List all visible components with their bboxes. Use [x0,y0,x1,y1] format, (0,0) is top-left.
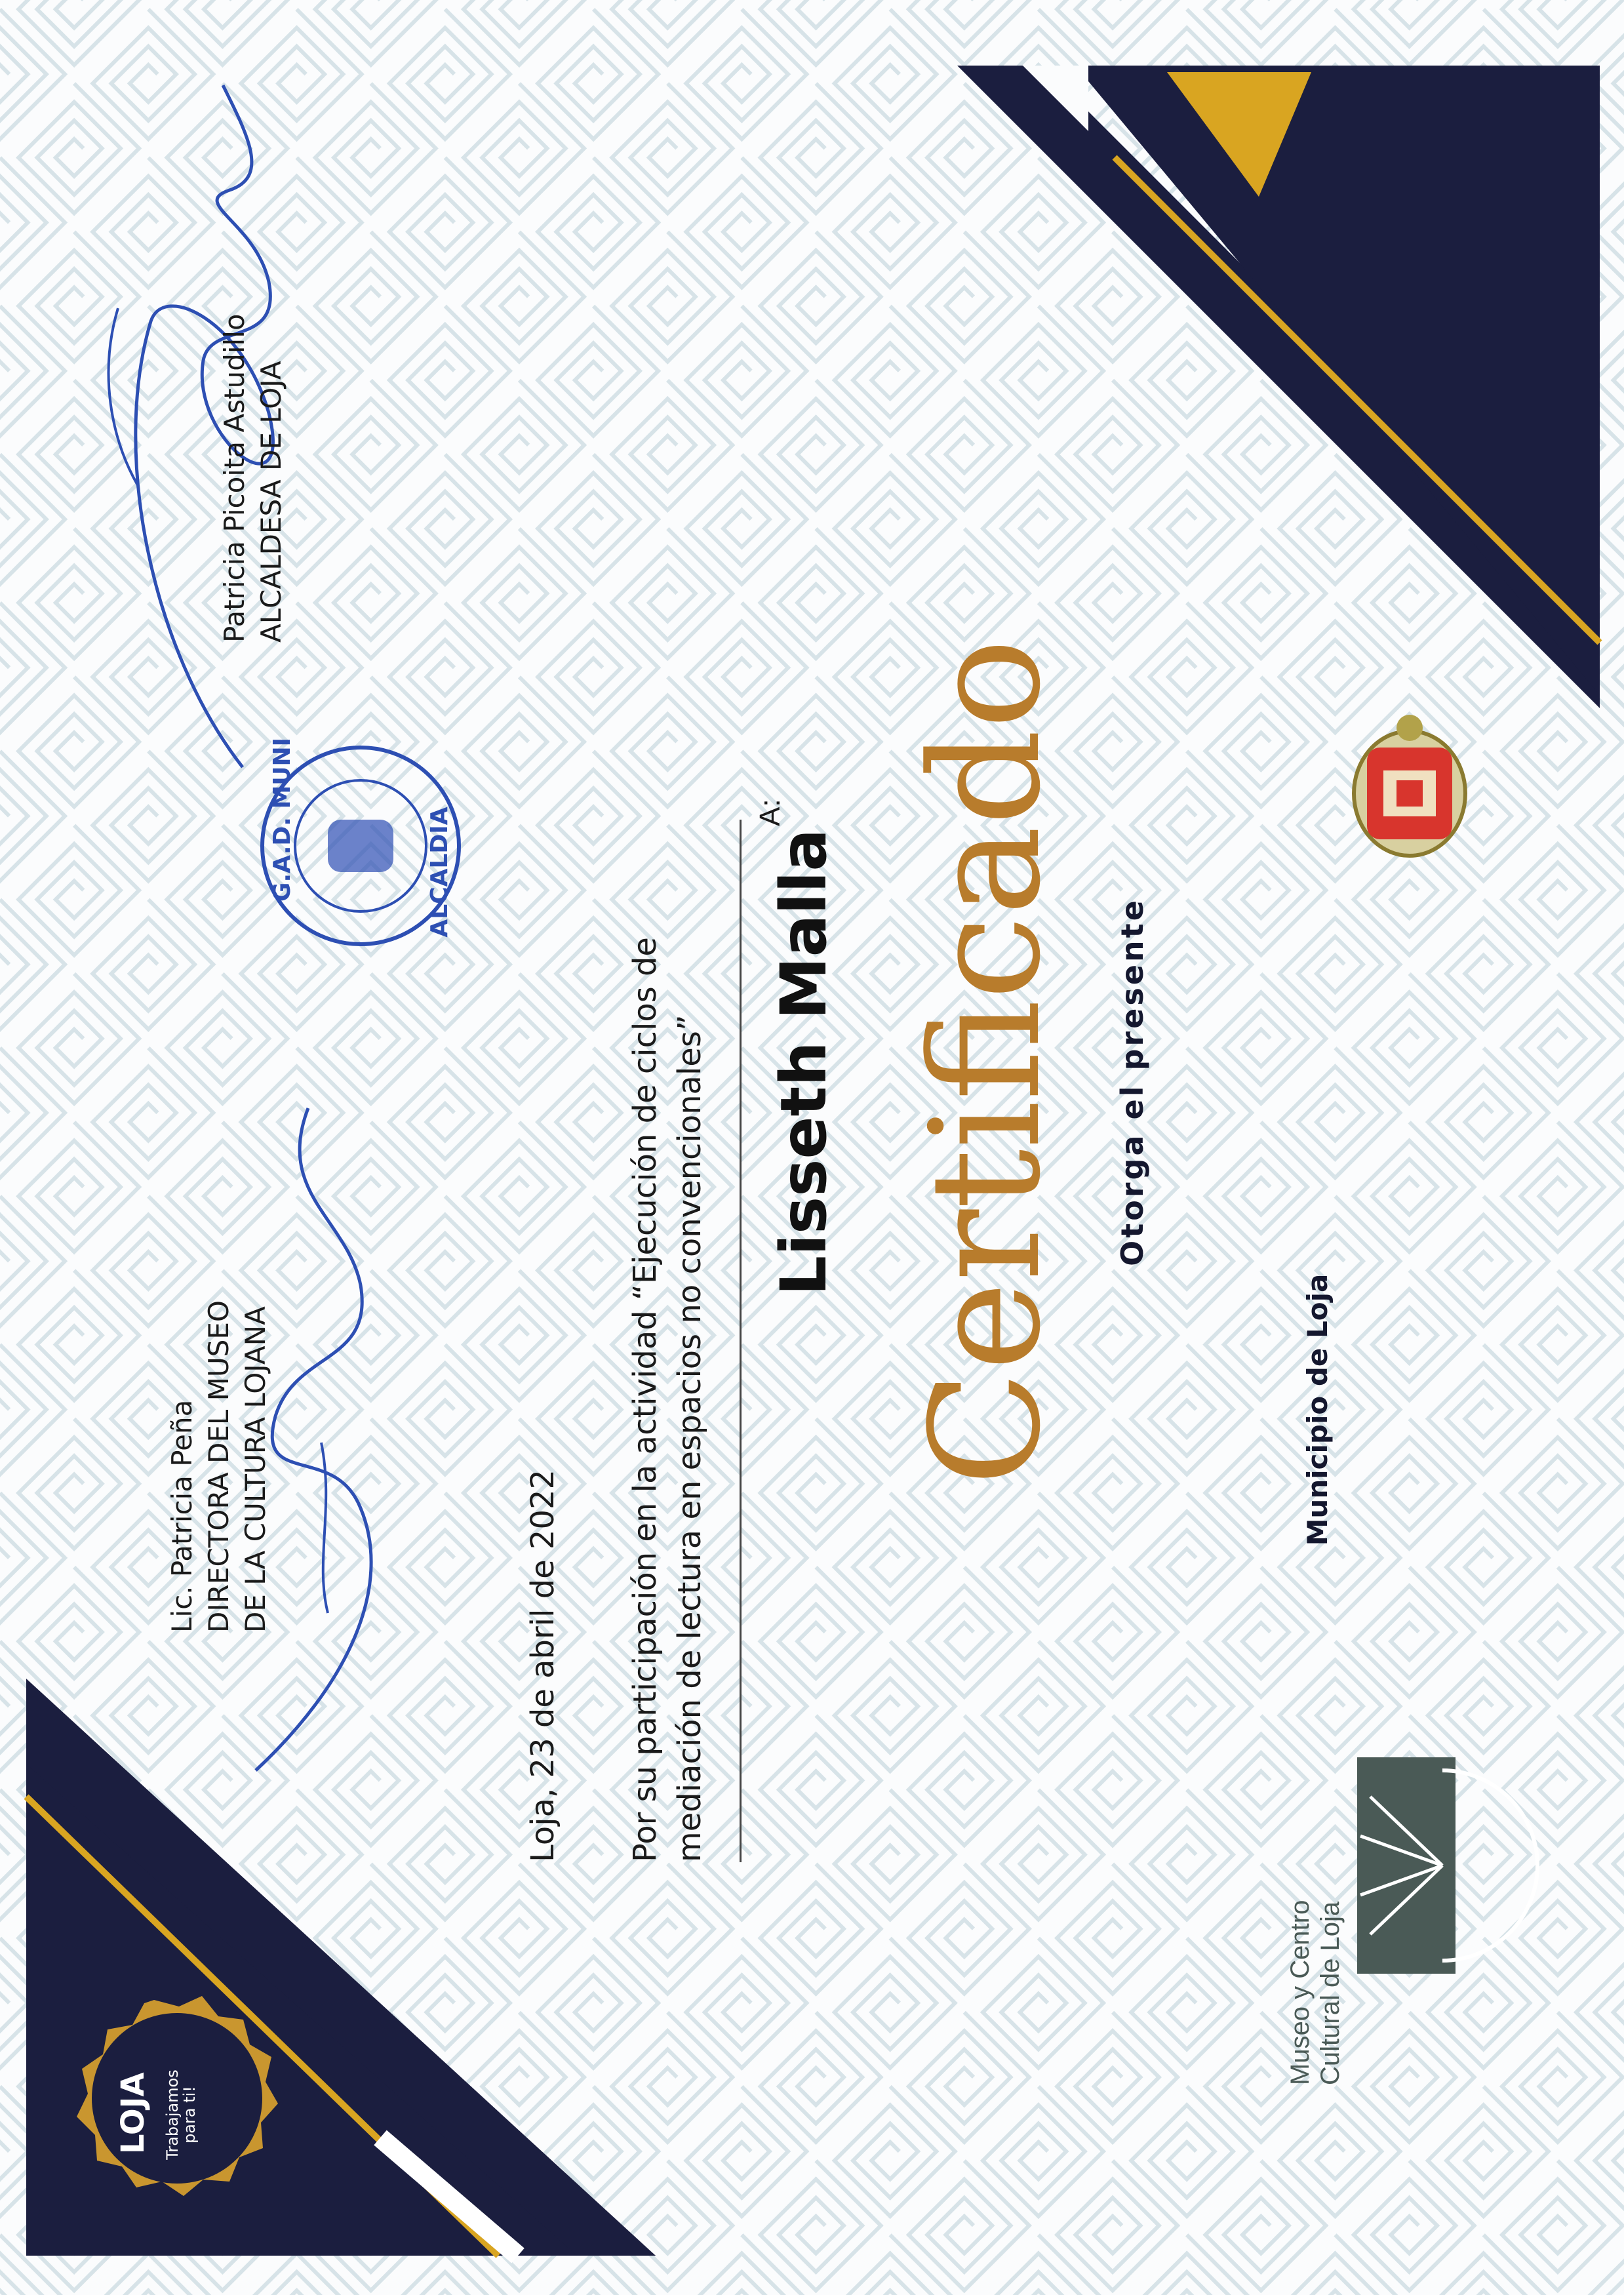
city-badge-wordmark: LOJA [115,2072,151,2154]
activity-description: Por su participación en la actividad “Ejecución de ciclos de mediación de lectura en espacios no convencionales” [627,937,708,1862]
museum-logo-line1: Museo y Centro [1286,1900,1315,2085]
certificate-title: Certificado [899,638,1074,1487]
city-badge-slogan-line1: Trabajamos [163,2069,182,2160]
issue-date: Loja, 23 de abril de 2022 [525,1469,561,1862]
mayor-title: ALCALDESA DE LOJA [255,361,287,643]
seal-bottom-text: ALCALDIA [426,807,453,938]
director-name: Lic. Patricia Peña [166,1399,198,1633]
mayor-name: Patricia Picoita Astudillo [218,313,250,643]
city-badge-slogan-line2: para ti! [180,2086,199,2144]
recipient-prefix: A: [754,799,786,826]
director-title-line2: DE LA CULTURA LOJANA [239,1306,271,1633]
seal-top-text: G.A.D. MUNI [269,737,296,902]
recipient-name: Lisseth Malla [767,828,841,1296]
issuer-label: Municipio de Loja [1301,1273,1334,1546]
museum-logo-line2: Cultural de Loja [1316,1901,1345,2085]
recipient-underline [740,820,742,1862]
director-signature-block [164,1213,274,1633]
director-title-line1: DIRECTORA DEL MUSEO [203,1300,235,1633]
mayor-signature-block [216,236,290,643]
city-badge-slogan [164,2059,198,2170]
museum-logo-text [1285,1888,1345,2085]
intro-text: Otorga el presente [1115,898,1150,1266]
